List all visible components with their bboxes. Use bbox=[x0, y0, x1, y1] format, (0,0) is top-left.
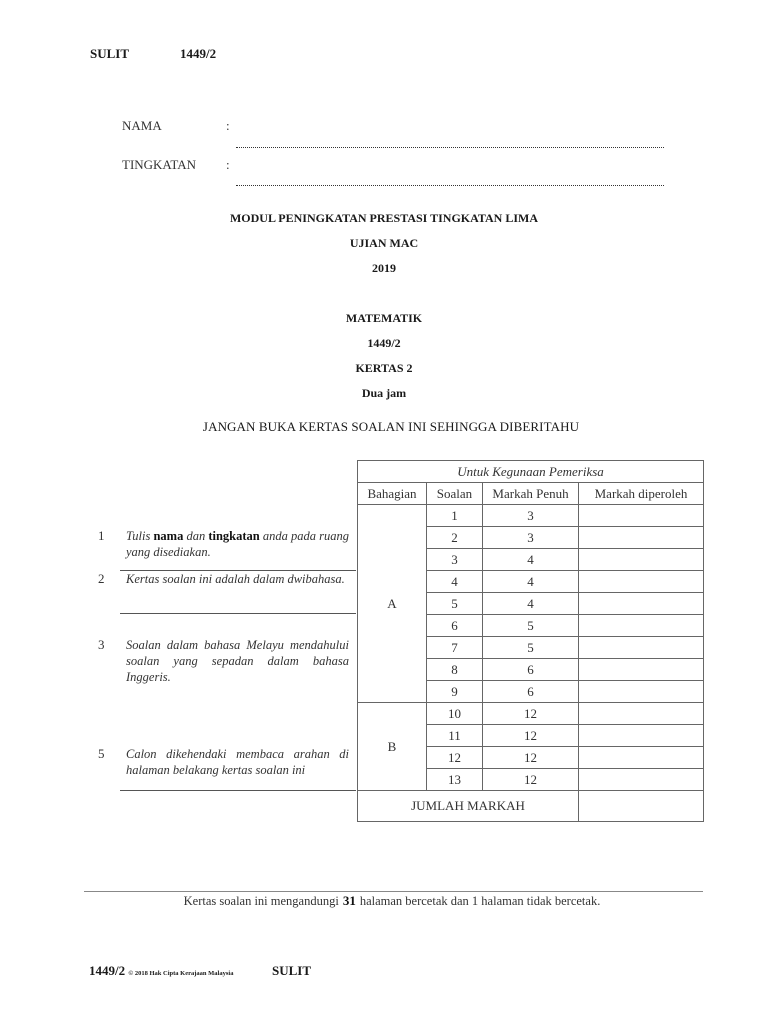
class-label: TINGKATAN bbox=[122, 157, 197, 172]
exam-year: 2019 bbox=[372, 261, 396, 275]
module-title: MODUL PENINGKATAN PRESTASI TINGKATAN LIMA bbox=[229, 211, 539, 225]
footer-divider bbox=[84, 891, 703, 892]
exam-title: UJIAN MAC bbox=[349, 236, 419, 250]
question-number: 4 bbox=[427, 571, 483, 593]
full-mark: 4 bbox=[483, 571, 579, 593]
instruction-text: Soalan dalam bahasa Melayu mendahului soalan yang sepadan dalam bahasa Inggeris. bbox=[126, 638, 349, 684]
total-marks-label: JUMLAH MARKAH bbox=[358, 791, 579, 822]
bottom-bar bbox=[89, 963, 233, 979]
question-number: 5 bbox=[427, 593, 483, 615]
header-question: Soalan bbox=[427, 483, 483, 505]
subject-title: MATEMATIK bbox=[345, 311, 423, 325]
full-mark: 3 bbox=[483, 527, 579, 549]
name-field-line[interactable] bbox=[236, 147, 664, 148]
marks-obtained-cell[interactable] bbox=[579, 571, 704, 593]
confidential-label: SULIT bbox=[90, 46, 130, 61]
instruction-number: 1 bbox=[98, 528, 105, 543]
full-mark: 4 bbox=[483, 549, 579, 571]
instruction-divider bbox=[120, 790, 356, 791]
duration: Dua jam bbox=[361, 386, 407, 400]
instruction-divider bbox=[120, 613, 356, 614]
marks-obtained-cell[interactable] bbox=[579, 527, 704, 549]
warning-notice: JANGAN BUKA KERTAS SOALAN INI SEHINGGA DIBERITAHU bbox=[202, 419, 580, 434]
marks-obtained-cell[interactable] bbox=[579, 681, 704, 703]
instruction-text: Calon dikehendaki membaca arahan di halaman belakang kertas soalan ini bbox=[126, 747, 349, 777]
full-mark: 12 bbox=[483, 703, 579, 725]
marks-obtained-cell[interactable] bbox=[579, 747, 704, 769]
page-count-note: Kertas soalan ini mengandungi 31 halaman bercetak dan 1 halaman tidak bercetak. bbox=[183, 893, 601, 908]
full-mark: 5 bbox=[483, 637, 579, 659]
full-mark: 6 bbox=[483, 659, 579, 681]
marks-obtained-cell[interactable] bbox=[579, 505, 704, 527]
marks-obtained-cell[interactable] bbox=[579, 725, 704, 747]
instruction-number: 2 bbox=[98, 571, 105, 586]
table-caption: Untuk Kegunaan Pemeriksa bbox=[358, 461, 704, 483]
class-colon: : bbox=[226, 157, 230, 172]
marks-obtained-cell[interactable] bbox=[579, 615, 704, 637]
marks-obtained-cell[interactable] bbox=[579, 593, 704, 615]
question-number: 1 bbox=[427, 505, 483, 527]
question-number: 9 bbox=[427, 681, 483, 703]
instruction-text: Tulis nama dan tingkatan anda pada ruang yang disediakan. bbox=[126, 529, 349, 559]
marks-obtained-cell[interactable] bbox=[579, 637, 704, 659]
marks-obtained-cell[interactable] bbox=[579, 659, 704, 681]
question-number: 13 bbox=[427, 769, 483, 791]
section-a-label: A bbox=[358, 505, 427, 703]
question-number: 12 bbox=[427, 747, 483, 769]
bottom-paper-code: 1449/2 bbox=[89, 963, 126, 978]
paper-number: KERTAS 2 bbox=[355, 361, 413, 375]
question-number: 3 bbox=[427, 549, 483, 571]
total-marks-cell[interactable] bbox=[579, 791, 704, 822]
question-number: 10 bbox=[427, 703, 483, 725]
full-mark: 12 bbox=[483, 725, 579, 747]
question-number: 11 bbox=[427, 725, 483, 747]
instruction-number: 3 bbox=[98, 637, 105, 652]
full-mark: 4 bbox=[483, 593, 579, 615]
instruction-number: 5 bbox=[98, 746, 105, 761]
marks-obtained-cell[interactable] bbox=[579, 769, 704, 791]
copyright-notice: © 2018 Hak Cipta Kerajaan Malaysia bbox=[128, 970, 234, 977]
subject-code: 1449/2 bbox=[367, 336, 401, 350]
section-b-label: B bbox=[358, 703, 427, 791]
name-colon: : bbox=[226, 118, 230, 133]
marks-obtained-cell[interactable] bbox=[579, 549, 704, 571]
question-number: 8 bbox=[427, 659, 483, 681]
bottom-confidential-label: SULIT bbox=[272, 963, 312, 978]
name-label: NAMA bbox=[122, 118, 162, 133]
question-number: 7 bbox=[427, 637, 483, 659]
full-mark: 6 bbox=[483, 681, 579, 703]
instruction-text: Kertas soalan ini adalah dalam dwibahasa. bbox=[126, 572, 345, 586]
class-field-line[interactable] bbox=[236, 185, 664, 186]
header-section: Bahagian bbox=[358, 483, 427, 505]
paper-code: 1449/2 bbox=[180, 46, 217, 61]
examiner-table bbox=[357, 460, 704, 822]
header-marks-obtained: Markah diperoleh bbox=[579, 483, 704, 505]
full-mark: 3 bbox=[483, 505, 579, 527]
question-number: 2 bbox=[427, 527, 483, 549]
full-mark: 5 bbox=[483, 615, 579, 637]
full-mark: 12 bbox=[483, 747, 579, 769]
marks-obtained-cell[interactable] bbox=[579, 703, 704, 725]
full-mark: 12 bbox=[483, 769, 579, 791]
question-number: 6 bbox=[427, 615, 483, 637]
header-full-marks: Markah Penuh bbox=[483, 483, 579, 505]
